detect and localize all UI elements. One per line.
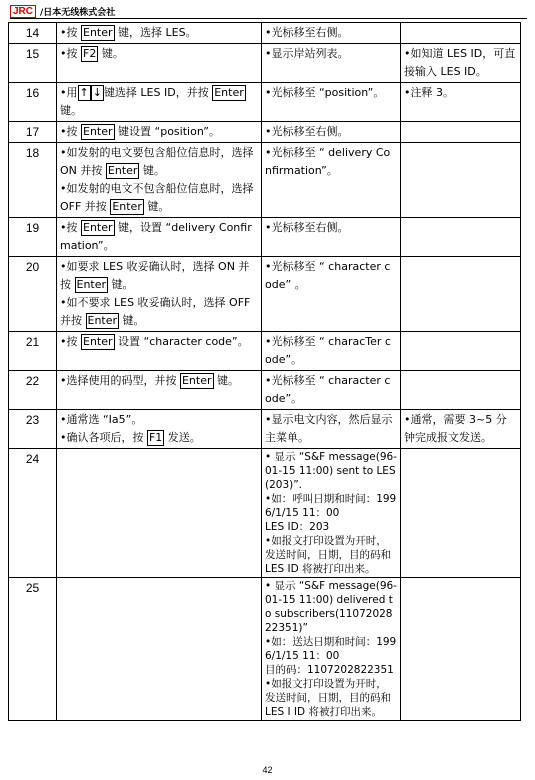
header-rule [10,18,527,19]
result-text: 目的码：1107202822351 [265,664,394,676]
key-label: Enter [76,278,107,291]
operation-cell [57,371,262,410]
step-number: 20 [9,257,57,332]
key-label: F2 [83,47,97,60]
key-label: Enter [83,125,113,138]
operation-text: •如发射的电文不包含船位信息时，选择 OFF 并按 Enter 键。 [60,182,254,213]
result-cell [262,143,401,218]
result-cell [262,44,401,83]
note-text: •通常，需要 3~5 分钟完成报文发送。 [404,413,507,444]
note-cell [401,257,521,332]
result-cell [262,578,401,721]
result-cell [262,371,401,410]
result-cell [262,332,401,371]
key-label: F1 [148,431,163,444]
operation-cell [57,23,262,44]
page-number: 42 [262,765,273,775]
result-text: LES ID：203 [265,521,330,533]
result-text: •光标移至 “ characTer code”。 [265,335,391,366]
operation-cell [57,218,262,257]
operation-cell [57,44,262,83]
key-label: Enter [83,221,113,234]
step-number: 14 [9,23,57,44]
operation-text: •按 Enter 键设置 “position”。 [60,125,220,138]
note-cell [401,371,521,410]
step-number: 15 [9,44,57,83]
result-cell [262,122,401,143]
operation-cell [57,410,262,449]
operation-text: •按 Enter 设置 “character code”。 [60,335,249,348]
note-cell [401,23,521,44]
step-number: 22 [9,371,57,410]
procedure-table [8,22,521,721]
result-text: •显示岸站列表。 [265,47,349,60]
step-number: 25 [9,578,57,721]
operation-text: •用 ↑ ↓ 键选择 LES ID，并按 Enter 键。 [60,86,244,117]
step-number: 24 [9,449,57,578]
note-cell [401,122,521,143]
operation-cell [57,143,262,218]
result-text: •光标移至右侧。 [265,221,349,234]
note-cell [401,44,521,83]
note-cell [401,578,521,721]
operation-text: •按 F2 键。 [60,47,124,60]
step-number: 16 [9,83,57,122]
table-row [9,410,521,449]
note-cell [401,410,521,449]
operation-cell [57,578,262,721]
table-row [9,449,521,578]
operation-cell [57,83,262,122]
operation-text: •确认各项后，按 F1 发送。 [60,431,201,444]
note-cell [401,143,521,218]
result-cell [262,83,401,122]
key-label: Enter [83,26,113,39]
operation-cell [57,257,262,332]
operation-text: •如不要求 LES 收妥确认时，选择 OFF 并按 Enter 键。 [60,296,251,327]
jrc-logo: JRC [10,5,36,18]
step-number: 23 [9,410,57,449]
table-row [9,143,521,218]
key-label: Enter [112,200,142,213]
operation-text: •如发射的电文要包含船位信息时，选择 ON 并按 Enter 键。 [60,146,254,177]
key-label: Enter [181,374,212,387]
key-label: Enter [107,164,138,177]
key-label: ↑ [79,86,89,99]
result-text: •光标移至 “ character code” 。 [265,260,391,291]
result-text: •如：呼叫日期和时间：1996/1/15 11：00 [265,493,397,519]
result-text: •如报文打印设置为开时，发送时间，日期，目的码和 LES ID 将被打印出来。 [265,535,391,575]
operation-cell [57,332,262,371]
result-text: • 显示 “S&F message(96-01-15 11:00) sent to LES(203)”. [265,451,397,491]
key-label: ↓ [92,86,102,99]
table-row [9,83,521,122]
step-number: 21 [9,332,57,371]
procedure-table-body [9,23,521,721]
operation-cell [57,449,262,578]
result-text: •光标移至右侧。 [265,26,349,39]
table-row [9,122,521,143]
operation-cell [57,122,262,143]
note-cell [401,218,521,257]
step-number: 19 [9,218,57,257]
result-text: •如报文打印设置为开时，发送时间，日期，目的码和 LES I ID 将被打印出来。 [265,678,391,718]
note-cell [401,449,521,578]
result-cell [262,449,401,578]
table-row [9,257,521,332]
table-row [9,23,521,44]
table-row [9,218,521,257]
company-name: /日本无线株式会社 [40,7,116,18]
result-text: •显示电文内容，然后显示主菜单。 [265,413,393,444]
note-text: •注释 3。 [404,86,454,99]
operation-text: •如要求 LES 收妥确认时，选择 ON 并按 Enter 键。 [60,260,250,291]
result-cell [262,410,401,449]
result-cell [262,218,401,257]
result-text: •光标移至右侧。 [265,125,349,138]
step-number: 18 [9,143,57,218]
operation-text: •按 Enter 键，设置 “delivery Confirmation”。 [60,221,252,252]
table-row [9,578,521,721]
key-label: Enter [87,314,118,327]
table-row [9,332,521,371]
operation-text: •按 Enter 键，选择 LES。 [60,26,197,39]
note-cell [401,332,521,371]
result-cell [262,23,401,44]
table-row [9,371,521,410]
operation-text: •通常选 “Ia5”。 [60,413,143,426]
result-text: • 显示 “S&F message(96-01-15 11:00) delivered to subscribers(1107202822351)” [265,580,397,634]
result-text: •光标移至 “ character code”。 [265,374,391,405]
operation-text: •选择使用的码型，并按 Enter 键。 [60,374,240,387]
result-text: •光标移至 “ delivery Confirmation”。 [265,146,391,177]
page-header [10,4,115,18]
key-label: Enter [214,86,244,99]
step-number: 17 [9,122,57,143]
result-text: •如：送达日期和时间：1996/1/15 11：00 [265,636,397,662]
note-cell [401,83,521,122]
key-label: Enter [83,335,113,348]
result-text: •光标移至 “position”。 [265,86,385,99]
result-cell [262,257,401,332]
table-row [9,44,521,83]
note-text: •如知道 LES ID，可直接输入 LES ID。 [404,47,516,78]
